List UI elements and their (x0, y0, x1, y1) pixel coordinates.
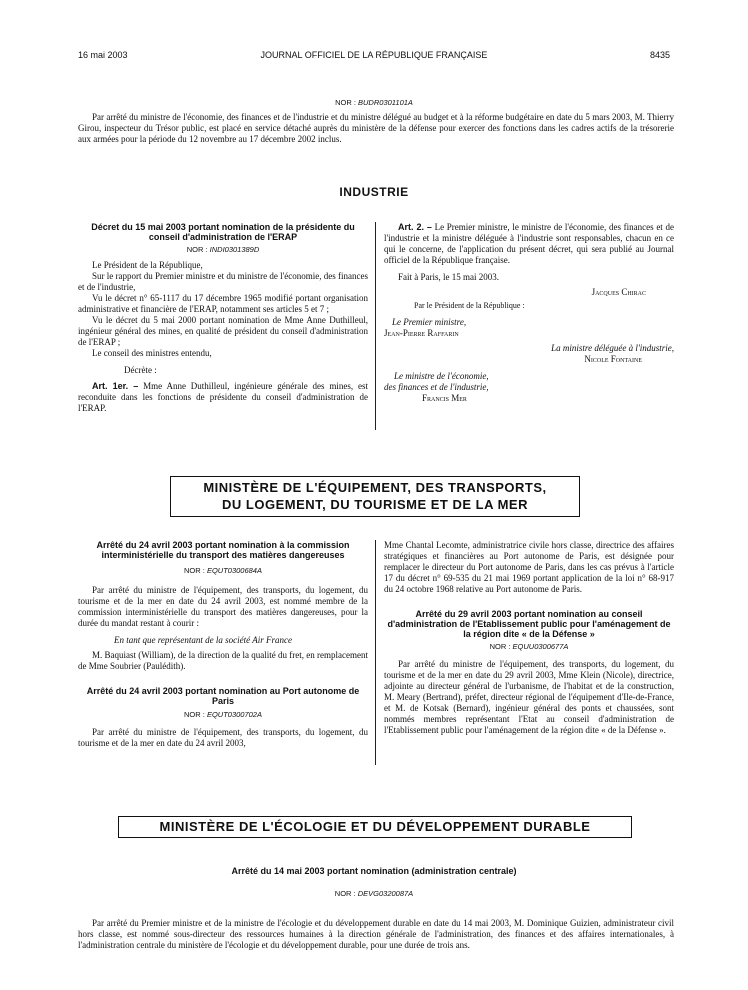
arrete-text: Par arrêté du ministre de l'équipement, des transports, du logement, du tourisme et de la mer en date du 24 avril 2003, (78, 727, 368, 748)
decree-article-2: Art. 2. – Le Premier ministre, le ministre de l'économie, des finances et de l'industrie et la ministre déléguée à l'industrie sont responsables, chacun en ce qui le concerne, de l'application du présent décret, qui sera publié au Journal officiel de la République française. (384, 222, 674, 265)
arrete-text: Par arrêté du ministre de l'équipement, des transports, du logement, du tourisme et de la mer en date du 29 avril 2003, Mme Klein (Nicole), directrice, adjointe au directeur général de l'urbanisme, de l'habitat et de la construction, M. Meary (Bertrand), préfet, directeur régional de l'équipement d'Ile-de-France, et M. de Kotsak (Bernard), ingénieur général des ponts et chaussées, sont nommés membres représentant l'Etat au conseil d'administration de l'Etablissement public pour l'aménagement de la région dite « de la Défense ». (384, 659, 674, 735)
arrete-text: Mme Chantal Lecomte, administratrice civile hors classe, directrice des affaires stratégiques et financières au Port autonome de Paris, est désignée pour remplacer le directeur du Port autonome de Paris, dans les cas prévus à l'article 17 du décret n° 69-535 du 21 mai 1969 portant application de la loi n° 68-917 du 24 octobre 1968 relative au Port autonome de Paris. (384, 540, 674, 594)
ministry-banner-ecologie: MINISTÈRE DE L'ÉCOLOGIE ET DU DÉVELOPPEMENT DURABLE (118, 816, 632, 838)
pm-name: Jean-Pierre Raffarin (384, 328, 459, 338)
header-date: 16 mai 2003 (78, 50, 128, 60)
decree-preamble: Sur le rapport du Premier ministre et du ministre de l'économie, des finances et de l'industrie, (78, 271, 368, 292)
equipement-left-column (78, 540, 368, 749)
decree-nor: NOR : INDI0301389D (186, 245, 260, 254)
page-number: 8435 (650, 50, 671, 60)
decree-preamble: Le Président de la République, (92, 260, 203, 270)
decree-preamble: Vu le décret du 5 mai 2000 portant nomination de Mme Anne Duthilleul, ingénieur général des mines, en qualité de président du conseil d'administration de l'ERAP ; (78, 315, 368, 347)
arrete-nor: NOR : EQUT0300684A (184, 566, 262, 575)
decree-left-column (78, 222, 368, 414)
decree-article-1: Art. 1er. – Mme Anne Duthilleul, ingénieure générale des mines, est reconduite dans les fonctions de présidente du conseil d'administration de l'ERAP. (78, 381, 368, 413)
ministry-banner-equipement: MINISTÈRE DE L'ÉQUIPEMENT, DES TRANSPORTS, DU LOGEMENT, DU TOURISME ET DE LA MER (170, 476, 580, 517)
md-role: La ministre déléguée à l'industrie, (551, 343, 674, 353)
column-divider (375, 540, 376, 765)
arrete-subheading: En tant que représentant de la société Air France (114, 635, 292, 645)
notice-text: Par arrêté du ministre de l'économie, des finances et de l'industrie et du ministre délégué au budget et à la réforme budgétaire en date du 5 mars 2003, M. Thierry Girou, inspecteur du Trésor public, est placé en service détaché auprès du ministère de la défense pour exercer des fonctions dans les cadres actifs de la trésorerie aux armées pour la période du 12 novembre au 17 décembre 2002 inclus. (78, 112, 674, 144)
arrete-nor: NOR : DEVG0320087A (334, 889, 414, 898)
decree-decrete: Décrète : (124, 365, 157, 375)
arrete-nor: NOR : EQUT0300702A (184, 710, 262, 719)
decree-fait: Fait à Paris, le 15 mai 2003. (398, 272, 499, 282)
journal-title: JOURNAL OFFICIEL DE LA RÉPUBLIQUE FRANÇAISE (260, 50, 488, 60)
md-name: Nicole Fontaine (584, 354, 642, 364)
arrete-title: Arrêté du 24 avril 2003 portant nomination à la commission interministérielle du transport des matières dangereuses (96, 540, 350, 560)
decree-preamble: Vu le décret n° 65-1117 du 17 décembre 1965 modifié portant organisation administrative et financière de l'ERAP, notamment ses articles 5 et 7 ; (78, 293, 368, 314)
arrete-text: Par arrêté du Premier ministre et de la ministre de l'écologie et du développement durable en date du 14 mai 2003, M. Dominique Guizien, administrateur civil hors classe, est nommé sous-directeur des ressources humaines à la direction générale de l'administration, des finances et des affaires internationales, à l'administration centrale du ministère de l'écologie et du développement durable, pour une durée de trois ans. (78, 918, 674, 950)
section-heading: INDUSTRIE (339, 185, 409, 199)
column-divider (375, 222, 376, 430)
decree-par: Par le Président de la République : (414, 301, 525, 310)
me-role: des finances et de l'industrie, (384, 382, 489, 392)
me-role: Le ministre de l'économie, (394, 371, 489, 381)
signature-president: Jacques Chirac (591, 287, 646, 297)
decree-right-column (384, 222, 674, 404)
pm-role: Le Premier ministre, (392, 317, 467, 327)
arrete-text: Par arrêté du ministre de l'équipement, des transports, du logement, du tourisme et de la mer en date du 24 avril 2003, est nommé membre de la commission interministérielle du transport des matières dangereuses, pour la durée du mandat restant à courir : (78, 585, 368, 628)
arrete-nor: NOR : EQUU0300677A (489, 642, 569, 651)
nor-reference: NOR : BUDR0301101A (335, 98, 413, 107)
arrete-title: Arrêté du 29 avril 2003 portant nomination au conseil d'administration de l'Etablissement public pour l'aménagement de la région dite « de la Défense » (387, 609, 671, 639)
decree-preamble: Le conseil des ministres entendu, (92, 348, 212, 358)
decree-title: Décret du 15 mai 2003 portant nomination de la présidente du conseil d'administration de l'ERAP (91, 222, 355, 242)
me-name: Francis Mer (422, 393, 467, 403)
equipement-right-column (384, 540, 674, 736)
arrete-text: M. Baquiast (William), de la direction de la qualité du fret, en remplacement de Mme Soubrier (Paulédith). (78, 650, 368, 671)
arrete-title: Arrêté du 24 avril 2003 portant nomination au Port autonome de Paris (86, 686, 360, 706)
arrete-title: Arrêté du 14 mai 2003 portant nomination (administration centrale) (231, 866, 517, 876)
